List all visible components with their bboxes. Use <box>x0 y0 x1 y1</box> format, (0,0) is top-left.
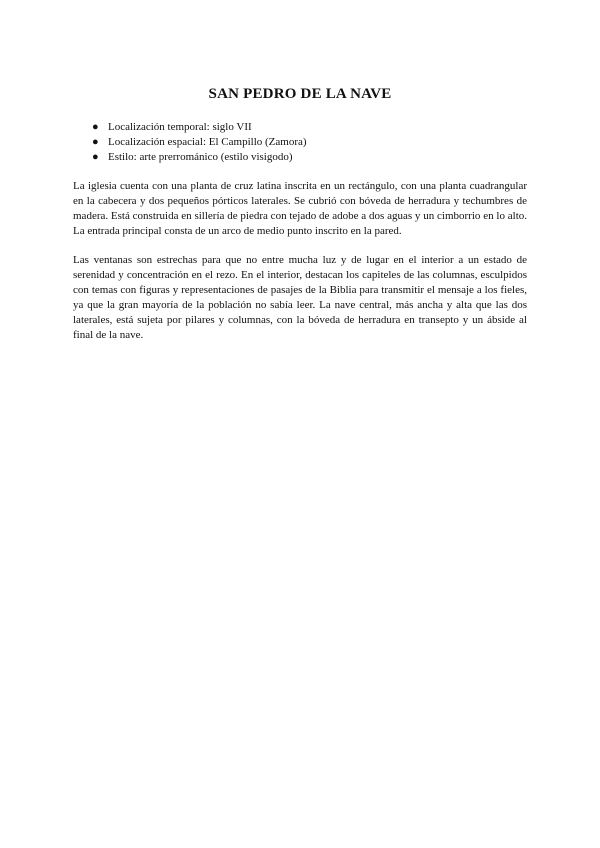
bullet-icon: ● <box>92 151 99 163</box>
list-item-text: Localización espacial: El Campillo (Zamora) <box>108 136 307 148</box>
paragraph: La iglesia cuenta con una planta de cruz latina inscrita en un rectángulo, con una planta cuadrangular en la cabecera y dos pequeños pórticos laterales. Se cubrió con bóveda de herradura y techumbres de madera. Está construida en sillería de piedra con tejado de adobe a dos aguas y un cimborrio en lo alto. La entrada principal consta de un arco de medio punto inscrito en la pared. <box>73 180 527 237</box>
paragraph: Las ventanas son estrechas para que no entre mucha luz y de lugar en el interior a un estado de serenidad y concentración en el rezo. En el interior, destacan los capiteles de las columnas, esculpidos con temas con figuras y representaciones de pasajes de la Biblia para transmitir el mensaje a los fieles, ya que la gran mayoría de la población no sabía leer. La nave central, más ancha y alta que las dos laterales, está sujeta por pilares y columnas, con la bóveda de herradura en transepto y un ábside al final de la nave. <box>73 254 527 341</box>
document-title: SAN PEDRO DE LA NAVE <box>208 86 392 102</box>
list-item-text: Localización temporal: siglo VII <box>108 121 252 133</box>
bullet-icon: ● <box>92 136 99 148</box>
bullet-icon: ● <box>92 121 99 133</box>
list-item <box>92 150 307 165</box>
bullet-list <box>92 120 307 165</box>
list-item-text: Estilo: arte prerrománico (estilo visigodo) <box>108 151 293 163</box>
list-item <box>92 135 307 150</box>
list-item <box>92 120 307 135</box>
